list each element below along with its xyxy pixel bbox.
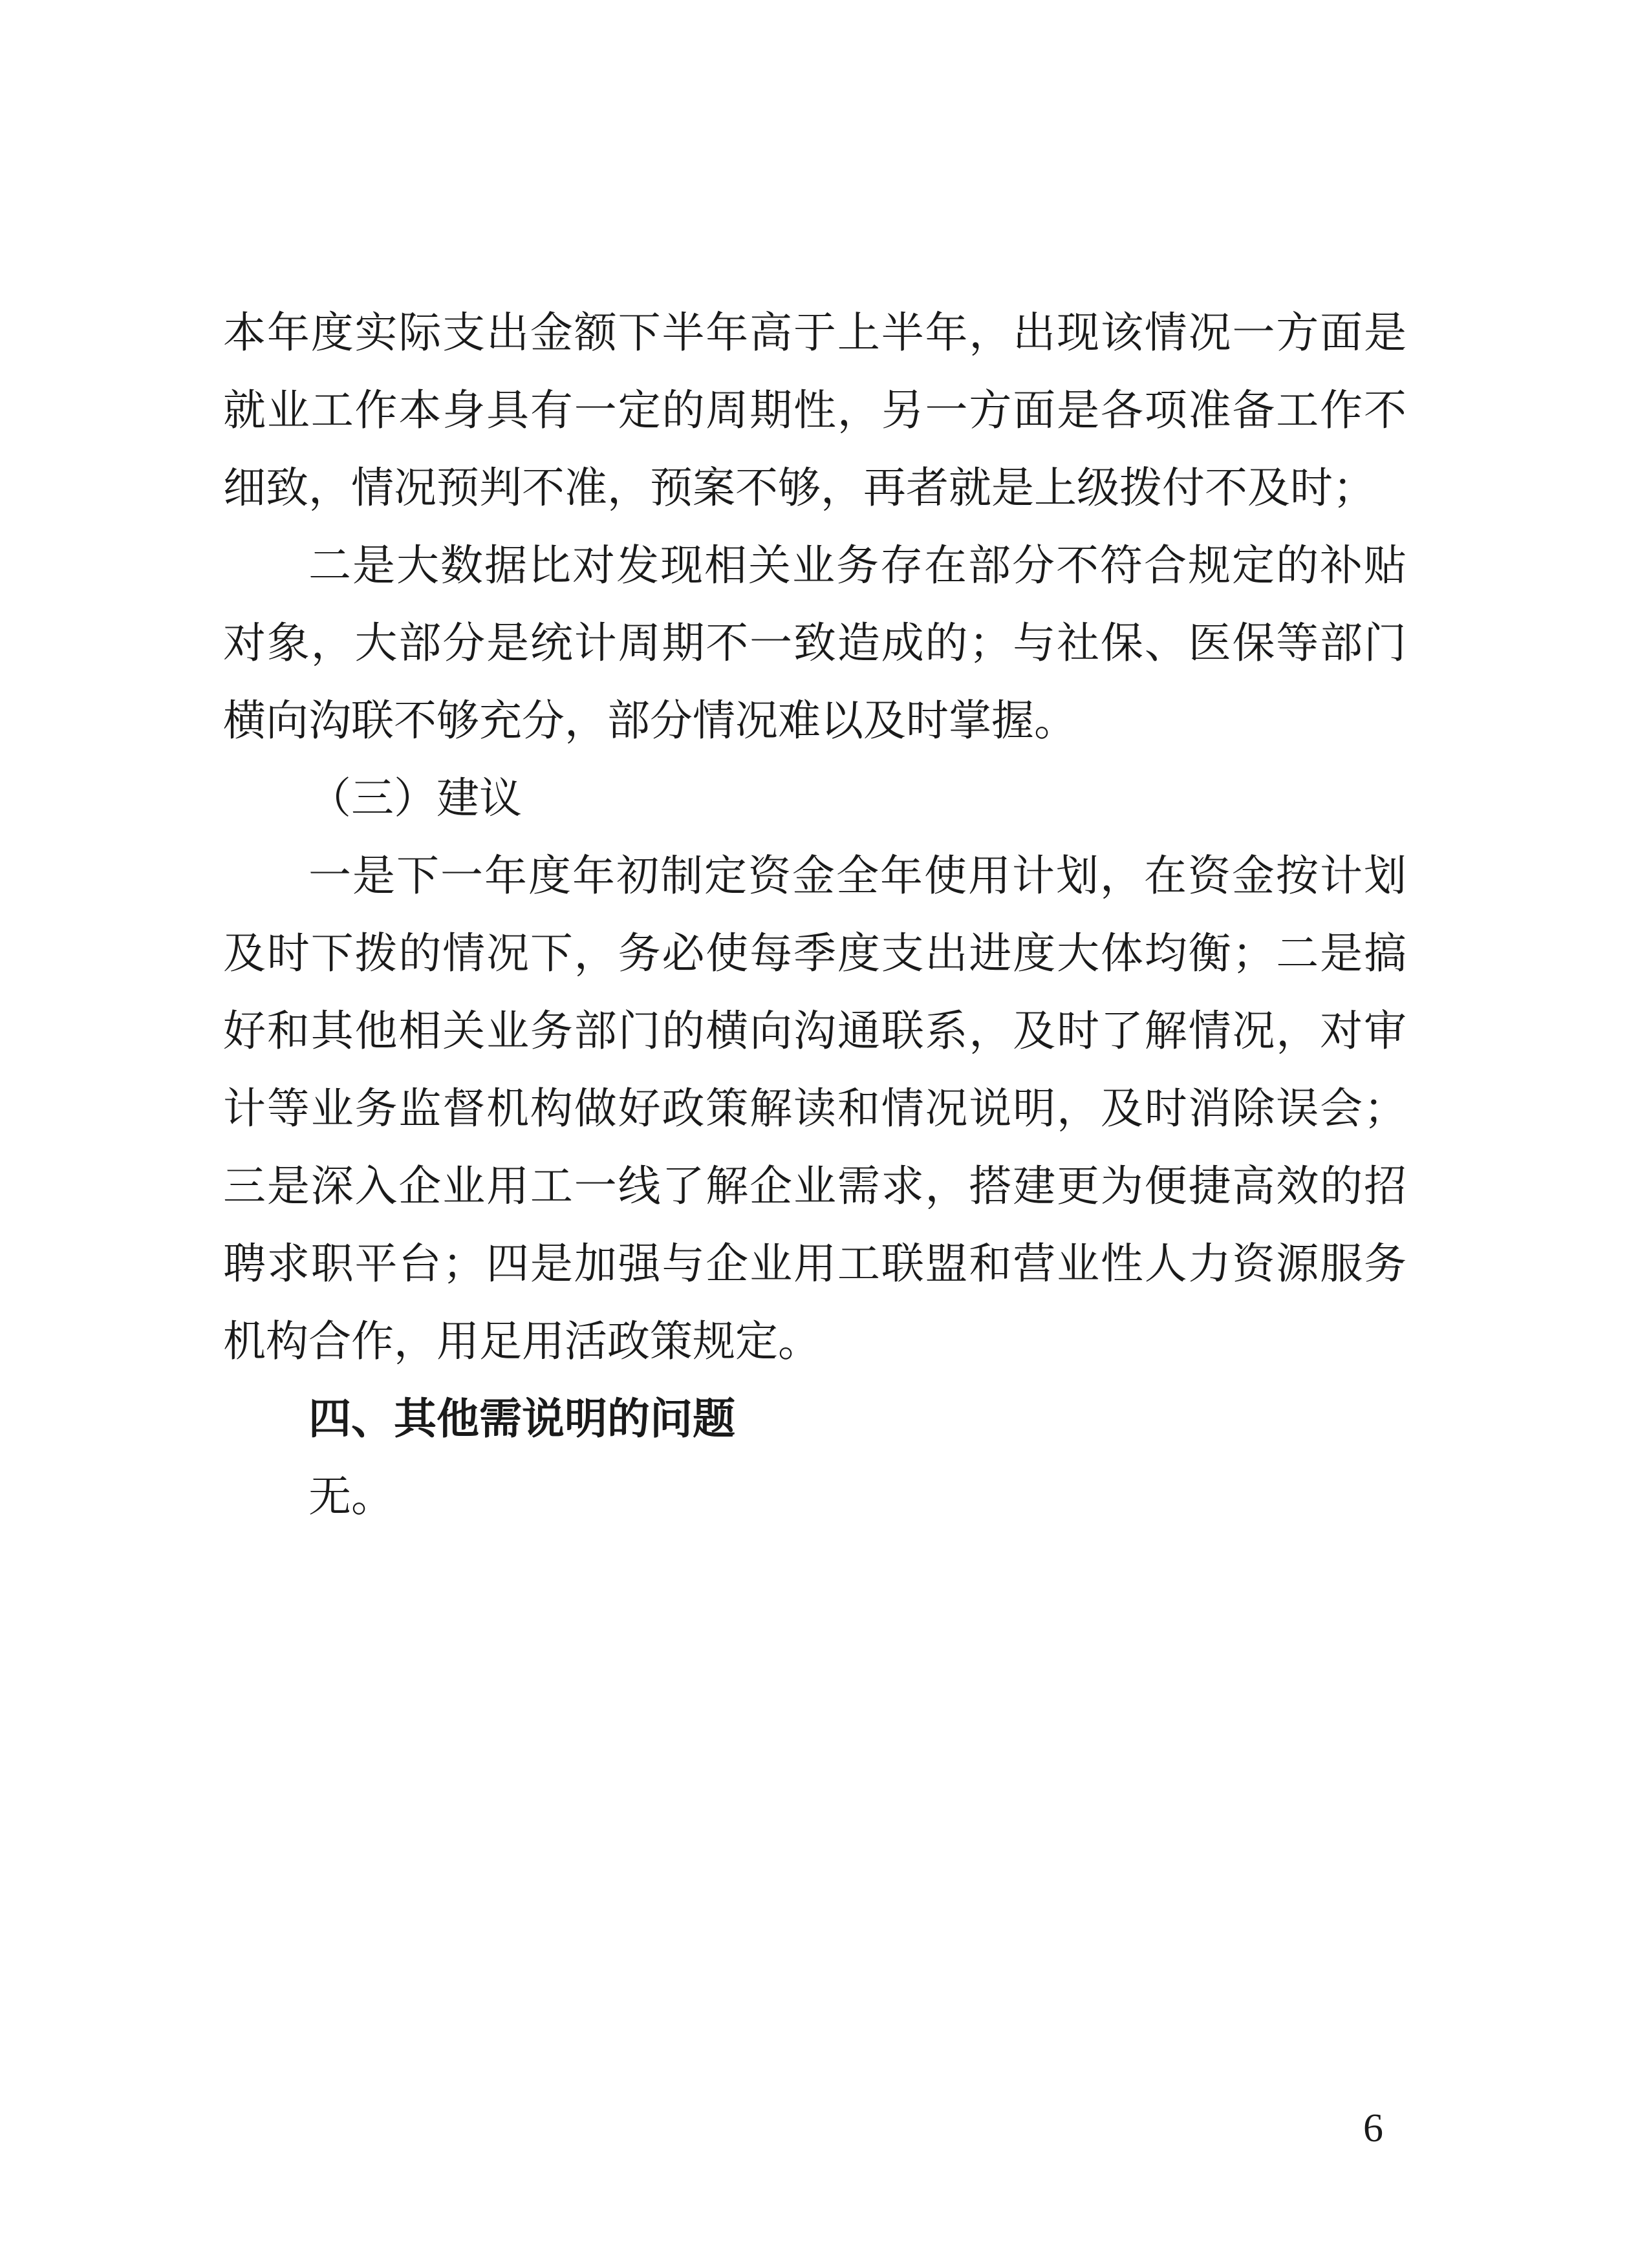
page-number: 6	[1363, 2106, 1383, 2150]
text-line: 细致，情况预判不准，预案不够，再者就是上级拨付不及时；	[223, 463, 1375, 513]
section-body-none: 无。	[308, 1471, 394, 1521]
text-line: 三是深入企业用工一线了解企业需求，搭建更为便捷高效的招	[223, 1161, 1406, 1211]
paragraph-continuation	[223, 294, 1406, 527]
paragraph-suggestions	[223, 837, 1406, 1380]
text-line: 横向沟联不够充分，部分情况难以及时掌握。	[223, 696, 1077, 745]
text-line: 计等业务监督机构做好政策解读和情况说明，及时消除误会；	[223, 1084, 1406, 1133]
text-line: 二是大数据比对发现相关业务存在部分不符合规定的补贴	[308, 540, 1406, 590]
text-line: 及时下拨的情况下，务必使每季度支出进度大体均衡；二是搞	[223, 928, 1406, 978]
text-line: 机构合作，用足用活政策规定。	[223, 1316, 821, 1366]
text-line: 对象，大部分是统计周期不一致造成的；与社保、医保等部门	[223, 618, 1406, 668]
text-line: 本年度实际支出金额下半年高于上半年，出现该情况一方面是	[223, 308, 1406, 358]
text-line: 就业工作本身具有一定的周期性，另一方面是各项准备工作不	[223, 385, 1406, 435]
text-line: 聘求职平台；四是加强与企业用工联盟和营业性人力资源服务	[223, 1239, 1406, 1289]
text-line: 好和其他相关业务部门的横向沟通联系，及时了解情况，对审	[223, 1006, 1406, 1056]
section-heading-other-issues: 四、其他需说明的问题	[308, 1394, 735, 1444]
paragraph-second-point	[223, 527, 1406, 760]
body-text	[223, 294, 1406, 1535]
subheading-suggestions: （三）建议	[308, 773, 522, 823]
text-line: 一是下一年度年初制定资金全年使用计划，在资金按计划	[308, 851, 1406, 901]
